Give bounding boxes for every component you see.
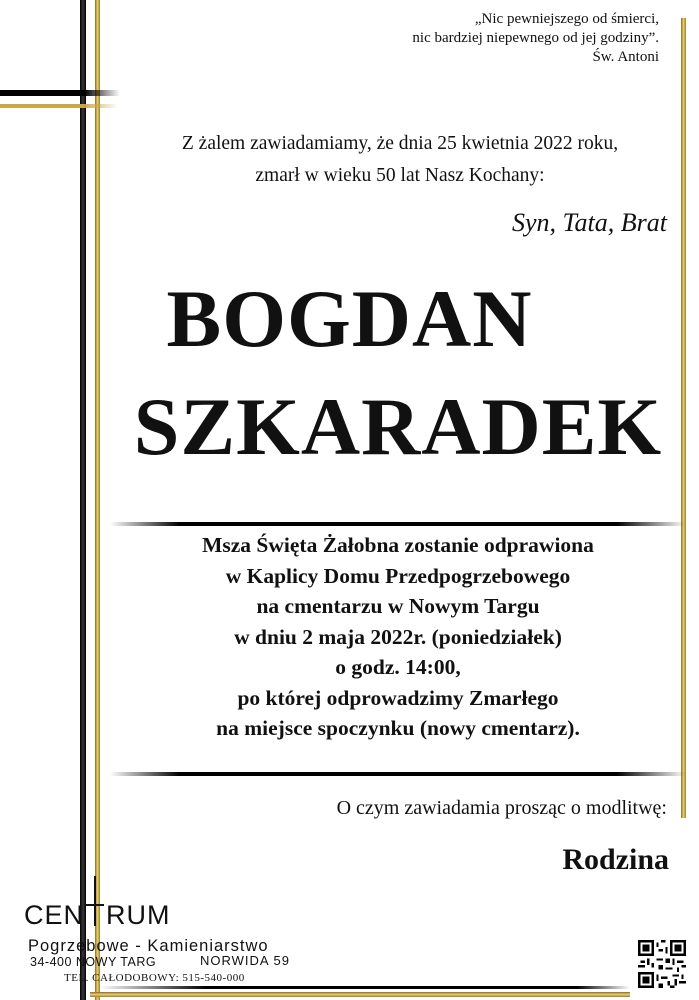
divider-bottom [110,772,686,776]
deceased-last-name: SZKARADEK [133,381,663,472]
mass-details [108,530,688,744]
mass-line: po której odprowadzimy Zmarłego [237,685,559,710]
logo-text-right: RUM [106,900,171,930]
company-city: 34-400 NOWY TARG [30,955,157,969]
mass-line: na cmentarzu w Nowym Targu [256,594,540,618]
closing-text: O czym zawiadamia prosząc o modlitwę: [336,797,667,819]
logo-text-left: CEN [24,900,85,930]
deceased-first-name: BOGDAN [166,273,533,364]
company-phone: TEL. CAŁODOBOWY: 515-540-000 [64,972,245,984]
frame-bottom-gold [90,992,630,997]
qr-code-icon [638,940,686,988]
cross-arm-black [0,90,120,96]
deceased-roles: Syn, Tata, Brat [511,208,667,237]
mass-line: w Kaplicy Domu Przedpogrzebowego [225,563,571,588]
quote [412,10,659,67]
frame-bottom-black [100,986,630,989]
logo-cross-icon [84,900,106,926]
company-street: NORWIDA 59 [200,953,290,968]
cross-arm-gold [0,104,118,108]
quote-line-2: nic bardziej niepewnego od jej godziny”. [412,30,659,46]
cross-vertical-black [80,0,86,1000]
cross-vertical-gold [95,0,100,1000]
mass-line: o godz. 14:00, [335,655,461,679]
mass-line: na miejsce spoczynku (nowy cmentarz). [216,716,580,740]
quote-line-1: „Nic pewniejszego od śmierci, [474,11,659,27]
signature-family: Rodzina [562,843,669,876]
mass-line: w dniu 2 maja 2022r. (poniedziałek) [234,624,562,649]
quote-author: Św. Antoni [592,49,659,65]
intro-line-1: Z żalem zawiadamiamy, że dnia 25 kwietnia 2022 roku, [181,133,619,154]
company-services: Pogrzebowe - Kamieniarstwo [28,937,269,955]
divider-top [110,522,686,526]
mass-line: Msza Święta Żałobna zostanie odprawiona [202,533,594,557]
announcement-intro [140,128,660,192]
company-logo [24,900,171,931]
intro-line-2: zmarł w wieku 50 lat Nasz Kochany: [255,165,545,186]
